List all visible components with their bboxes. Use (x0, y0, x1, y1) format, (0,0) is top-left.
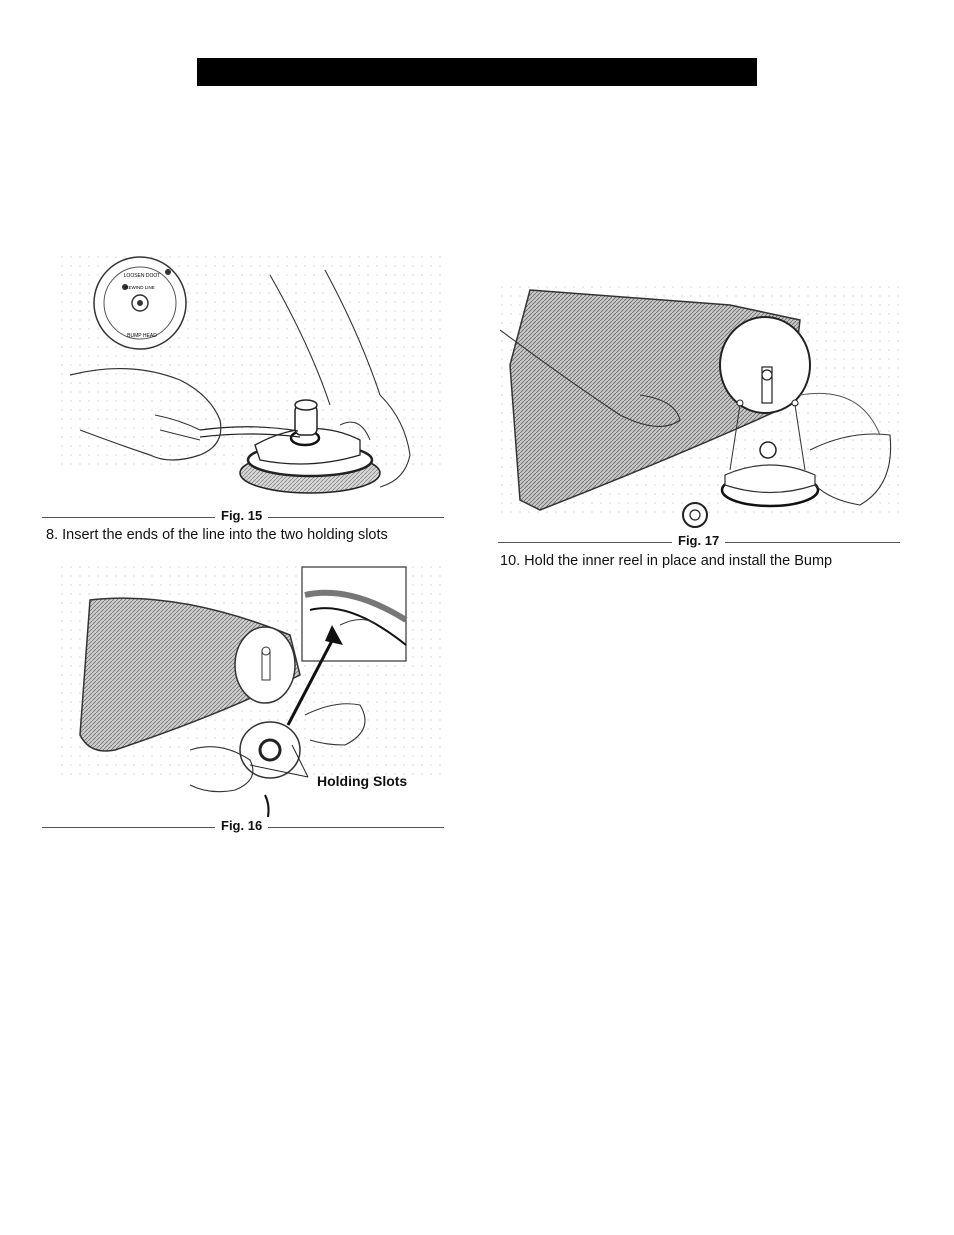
header-bar (197, 58, 757, 86)
disc-label-mid: REWIND LINE (125, 285, 155, 290)
figure-15-illustration (60, 255, 445, 505)
fig16-caption: Fig. 16 (215, 818, 268, 833)
holding-slots-callout: Holding Slots (317, 773, 408, 789)
disc-label-bottom: BUMP HEAD (127, 333, 157, 339)
step-10-text: 10. Hold the inner reel in place and install the Bump (500, 553, 833, 569)
disc-label-top: LOOSEN DOOT (123, 273, 161, 279)
step-8-text: 8. Insert the ends of the line into the two holding slots (46, 527, 388, 543)
fig17-caption: Fig. 17 (672, 533, 725, 548)
fig15-caption: Fig. 15 (215, 508, 268, 523)
figure-17-illustration (500, 285, 900, 530)
